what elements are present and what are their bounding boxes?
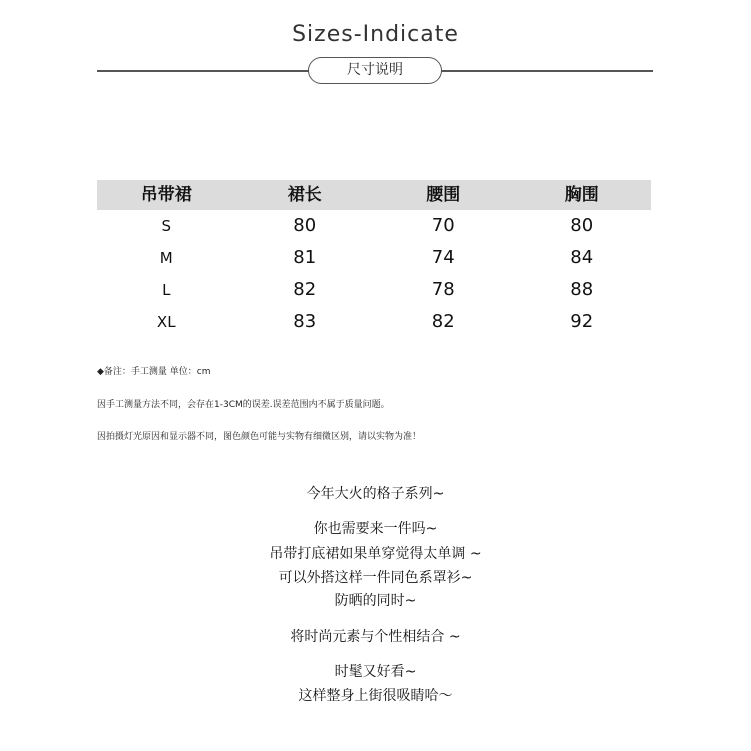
- divider-left: [97, 70, 310, 72]
- promo-line: 将时尚元素与个性相结合 ~: [290, 629, 461, 645]
- promo-line: 这样整身上街很吸睛哈～: [298, 688, 453, 704]
- size-cell: M: [159, 249, 173, 267]
- column-header-waist: 腰围: [426, 185, 461, 205]
- table-header: [97, 180, 651, 210]
- promo-line: 可以外搭这样一件同色系罩衫~: [278, 570, 473, 586]
- promo-line: 时髦又好看~: [334, 664, 417, 680]
- length-cell: 83: [293, 311, 317, 332]
- measurement-note: ◆备注：手工测量 单位：cm: [97, 367, 211, 377]
- length-cell: 80: [293, 215, 317, 236]
- waist-cell: 78: [431, 279, 455, 300]
- size-cell: XL: [156, 313, 176, 331]
- bust-cell: 84: [570, 247, 594, 268]
- divider-right: [440, 70, 653, 72]
- promo-line: 吊带打底裙如果单穿觉得太单调 ~: [269, 546, 482, 562]
- color-note: 因拍摄灯光原因和显示器不同，图色颜色可能与实物有细微区别，请以实物为准！: [97, 432, 422, 442]
- waist-cell: 70: [431, 215, 455, 236]
- size-cell: S: [161, 217, 172, 235]
- error-note: 因手工测量方法不同，会存在1-3CM的误差.误差范围内不属于质量问题。: [97, 400, 390, 410]
- promo-line: 防晒的同时~: [334, 593, 417, 609]
- size-cell: L: [162, 281, 171, 299]
- length-cell: 82: [293, 279, 317, 300]
- length-cell: 81: [293, 247, 317, 268]
- size-table: [97, 180, 651, 338]
- table-row: [97, 210, 651, 242]
- waist-cell: 82: [431, 311, 455, 332]
- bust-cell: 92: [570, 311, 594, 332]
- column-header-length: 裙长: [287, 185, 322, 205]
- table-row: [97, 306, 651, 338]
- bust-cell: 80: [570, 215, 594, 236]
- bust-cell: 88: [570, 279, 594, 300]
- column-header-bust: 胸围: [564, 185, 599, 205]
- table-row: [97, 274, 651, 306]
- promo-line: 今年大火的格子系列~: [306, 486, 445, 502]
- table-row: [97, 242, 651, 274]
- column-header-style: 吊带裙: [140, 185, 192, 205]
- subtitle-badge: 尺寸说明: [308, 57, 442, 84]
- waist-cell: 74: [431, 247, 455, 268]
- page-title: Sizes-Indicate: [292, 22, 459, 47]
- promo-line: 你也需要来一件吗~: [313, 521, 438, 537]
